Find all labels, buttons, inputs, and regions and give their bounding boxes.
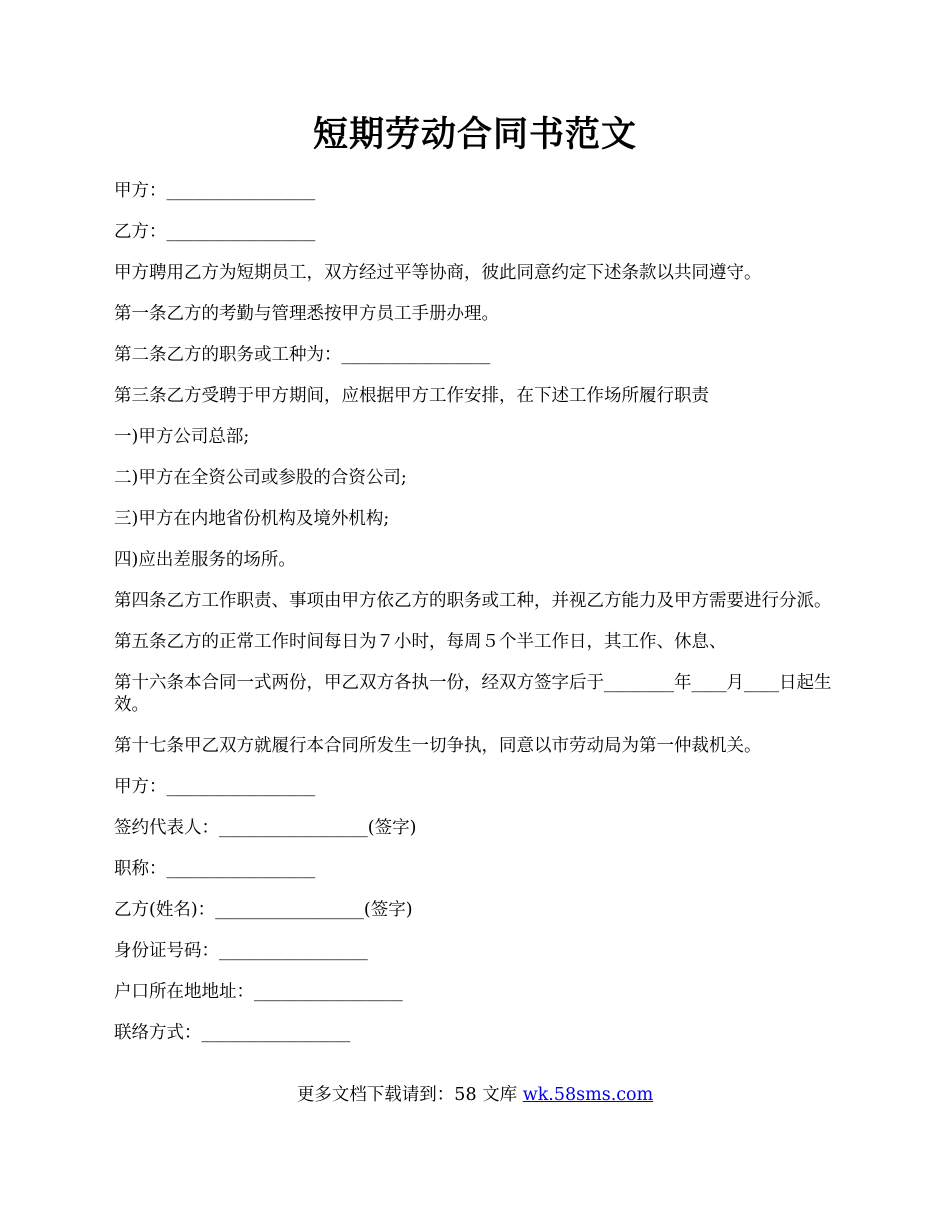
article-2: 第二条乙方的职务或工种为：_________________ [114,345,491,365]
id-number-line: 身份证号码：_________________ [114,941,368,961]
signature-title: 职称：_________________ [114,859,316,879]
article-3-item-1: 一)甲方公司总部; [114,427,250,447]
article-4: 第四条乙方工作职责、事项由甲方依乙方的职务或工种，并视乙方能力及甲方需要进行分派。 [114,591,832,611]
download-footer [0,1084,950,1106]
article-3: 第三条乙方受聘于甲方期间，应根据甲方工作安排，在下述工作场所履行职责 [114,386,709,406]
document-title: 短期劳动合同书范文 [312,114,637,155]
party-b-line: 乙方：_________________ [114,222,316,242]
party-a-line: 甲方：_________________ [114,181,316,201]
article-16: 第十六条本合同一式两份，甲乙双方各执一份，经双方签字后于________年____月____日起生效。 [114,673,832,715]
signature-party-a: 甲方：_________________ [114,777,316,797]
article-3-item-4: 四)应出差服务的场所。 [114,550,296,570]
contact-line: 联络方式：_________________ [114,1023,351,1043]
footer-text: 更多文档下载请到：58 文库 [296,1085,523,1105]
signature-party-b: 乙方(姓名)：_________________(签字) [114,900,413,920]
signature-representative: 签约代表人：_________________(签字) [114,818,417,838]
article-3-item-2: 二)甲方在全资公司或参股的合资公司; [114,468,407,488]
document-body [114,180,844,1063]
article-17: 第十七条甲乙双方就履行本合同所发生一切争执，同意以市劳动局为第一仲裁机关。 [114,736,762,756]
article-5: 第五条乙方的正常工作时间每日为７小时，每周５个半工作日，其工作、休息、 [114,632,727,652]
address-line: 户口所在地地址：_________________ [114,982,403,1002]
preamble-paragraph: 甲方聘用乙方为短期员工，双方经过平等协商，彼此同意约定下述条款以共同遵守。 [114,263,762,283]
article-3-item-3: 三)甲方在内地省份机构及境外机构; [114,509,390,529]
footer-link[interactable]: wk.58sms.com [522,1085,654,1105]
article-1: 第一条乙方的考勤与管理悉按甲方员工手册办理。 [114,304,499,324]
